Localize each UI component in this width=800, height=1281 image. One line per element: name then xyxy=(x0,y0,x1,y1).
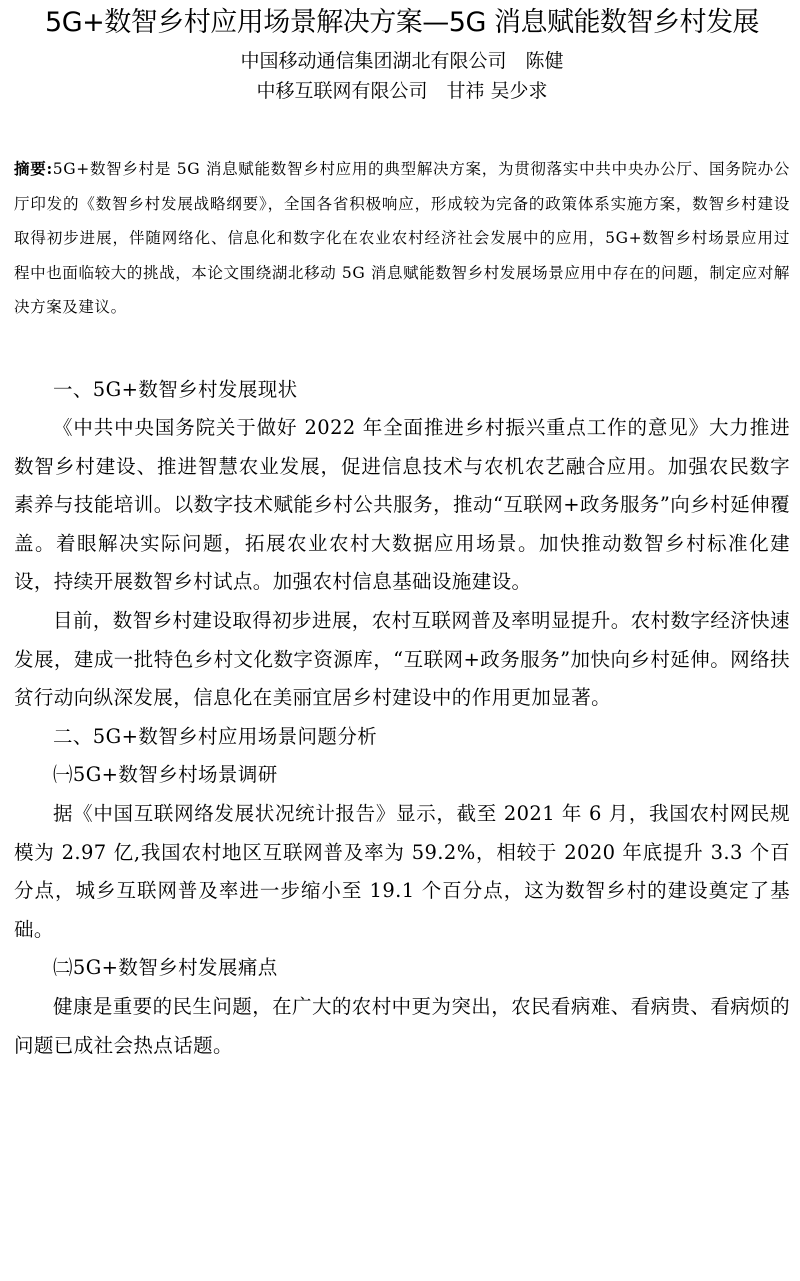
section-2-heading: 二、5G+数智乡村应用场景问题分析 xyxy=(53,724,378,748)
section-2-paragraph-1: 据《中国互联网络发展状况统计报告》显示，截至 2021 年 6 月，我国农村网民规模为 2.97 亿,我国农村地区互联网普及率为 59.2%，相较于 2020 年底提升 3.3 个百分点，城乡互联网普及率进一步缩小至 19.1 个百分点，这为数智乡村的建设奠定了基础。 xyxy=(14,802,790,941)
section-1-paragraph-1: 《中共中央国务院关于做好 2022 年全面推进乡村振兴重点工作的意见》大力推进数智乡村建设、推进智慧农业发展，促进信息技术与农机农艺融合应用。加强农民数字素养与技能培训。以数字技术赋能乡村公共服务，推动“互联网+政务服务”向乡村延伸覆盖。着眼解决实际问题，拓展农业农村大数据应用场景。加快推动数智乡村标准化建设，持续开展数智乡村试点。加强农村信息基础设施建设。 xyxy=(14,416,790,594)
abstract-text: 5G+数智乡村是 5G 消息赋能数智乡村应用的典型解决方案，为贯彻落实中共中央办公厅、国务院办公厅印发的《数智乡村发展战略纲要》，全国各省积极响应，形成较为完备的政策体系实施方案，数智乡村建设取得初步进展，伴随网络化、信息化和数字化在农业农村经济社会发展中的应用，5G+数智乡村场景应用过程中也面临较大的挑战，本论文围绕湖北移动 5G 消息赋能数智乡村发展场景应用中存在的问题，制定应对解决方案及建议。 xyxy=(14,160,790,316)
section-2-paragraph-2: 健康是重要的民生问题，在广大的农村中更为突出，农民看病难、看病贵、看病烦的问题已成社会热点话题。 xyxy=(14,995,790,1057)
section-2-subheading-1: ㈠5G+数智乡村场景调研 xyxy=(53,763,278,787)
document-title: 5G+数智乡村应用场景解决方案—5G 消息赋能数智乡村发展 xyxy=(45,7,759,38)
author-block xyxy=(14,46,790,106)
author-affiliation-1: 中国移动通信集团湖北有限公司 陈健 xyxy=(240,50,564,72)
abstract-label: 摘要: xyxy=(14,159,53,178)
section-1-paragraph-2: 目前，数智乡村建设取得初步进展，农村互联网普及率明显提升。农村数字经济快速发展，建成一批特色乡村文化数字资源库，“互联网+政务服务”加快向乡村延伸。网络扶贫行动向纵深发展，信息化在美丽宜居乡村建设中的作用更加显著。 xyxy=(14,609,790,710)
section-2-subheading-2: ㈡5G+数智乡村发展痛点 xyxy=(53,956,278,980)
author-affiliation-2: 中移互联网有限公司 甘祎 吴少求 xyxy=(256,80,548,102)
abstract xyxy=(14,152,790,325)
section-1-heading: 一、5G+数智乡村发展现状 xyxy=(53,377,298,401)
body-text xyxy=(14,371,790,1066)
